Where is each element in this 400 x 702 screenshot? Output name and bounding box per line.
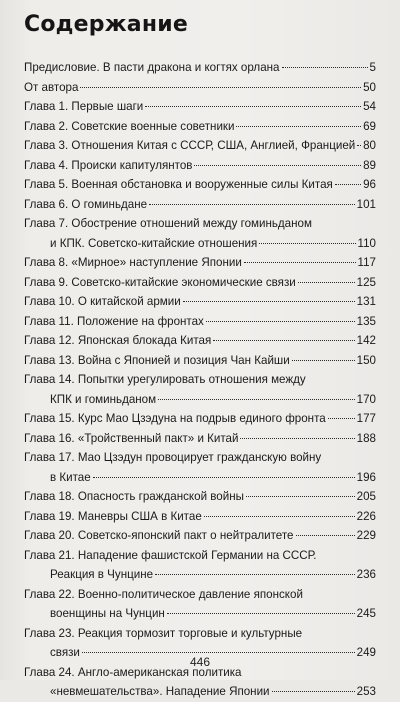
toc-entry-title: связи (50, 646, 80, 659)
dot-leader (145, 94, 361, 107)
toc-entry-page: 229 (356, 529, 376, 542)
toc-entry-page: 101 (356, 197, 376, 211)
toc-entry-title: Глава 12. Японская блокада Китая (24, 334, 212, 347)
toc-entry-page: 177 (356, 412, 376, 425)
dot-leader (357, 133, 361, 146)
toc-entry-title: Глава 4. Происки капитулянтов (24, 158, 193, 172)
toc-entry-page: 96 (363, 178, 376, 191)
toc-entry-page: 135 (356, 314, 376, 328)
toc-entry-line (24, 565, 376, 585)
toc-entry-title: Глава 1. Первые шаги (24, 100, 144, 113)
toc-entry-line (24, 351, 376, 371)
toc-entry-page: 69 (363, 119, 376, 133)
toc-entry-title: Глава 18. Опасность гражданской войны (24, 490, 244, 503)
toc-entry-page: 226 (356, 509, 376, 523)
dot-leader (282, 55, 368, 68)
toc-entry-title: Глава 5. Военная обстановка и вооруженные силы Китая (24, 178, 333, 191)
dot-leader (80, 75, 361, 88)
toc-entry-title: Глава 14. Попытки урегулировать отношения между (24, 373, 306, 386)
toc-entry-page: 249 (356, 646, 376, 659)
toc-entry-title: Глава 3. Отношения Китая с СССР, США, Англией, Францией (24, 139, 356, 152)
toc-entry-page: 110 (357, 236, 376, 250)
toc-entry-line (24, 156, 376, 176)
toc-entry-page: 50 (363, 80, 376, 94)
toc-entry-title: Глава 11. Положение на фронтах (24, 314, 204, 328)
toc-entry-title: в Китае (50, 470, 91, 484)
toc-entry (24, 429, 376, 449)
toc-entry (24, 214, 376, 253)
toc-entry-title: Предисловие. В пасти дракона и когтях орлана (24, 61, 280, 74)
dot-leader (204, 504, 355, 517)
toc-entry-page: 89 (363, 158, 376, 172)
toc-entry (24, 526, 376, 546)
toc-entry-line (24, 390, 376, 410)
toc-entry-page: 236 (356, 568, 376, 581)
dot-leader (298, 270, 355, 283)
toc-entry (24, 370, 376, 409)
toc-entry-line (24, 604, 376, 624)
toc-entry-title: Глава 23. Реакция тормозит торговые и культурные (24, 626, 303, 640)
toc-entry-page: 142 (356, 334, 376, 347)
dot-leader (213, 328, 354, 341)
toc-entry-page: 205 (356, 490, 376, 503)
toc-entry-title: Глава 19. Маневры США в Китае (24, 509, 202, 523)
toc-entry-page: 54 (363, 100, 376, 113)
page-title: Содержание (24, 12, 188, 37)
toc-entry-page: 150 (356, 353, 376, 367)
dot-leader (244, 250, 356, 263)
toc-entry-title: Глава 2. Советские военные советники (24, 119, 235, 133)
toc-entry-page: 188 (356, 431, 376, 445)
toc-entry-line (24, 429, 376, 449)
toc-entry-page: 253 (356, 685, 376, 698)
toc-entry-title: Глава 10. О китайской армии (24, 295, 181, 308)
toc-entry-title: «невмешательства». Нападение Японии (50, 685, 270, 698)
toc-entry-title: и КПК. Советско-китайские отношения (50, 236, 258, 250)
dot-leader (194, 153, 361, 166)
toc-entry-line (24, 682, 376, 702)
toc-entry-title: КПК и гоминьданом (50, 392, 157, 406)
toc-entry (24, 448, 376, 487)
toc-entry-title: Глава 7. Обострение отношений между гоминьданом (24, 217, 312, 230)
dot-leader (240, 426, 354, 439)
dot-leader (246, 484, 355, 497)
toc-entry (24, 546, 376, 585)
toc-entry-title: военщины на Чунцин (50, 607, 165, 620)
toc-entry-title: Глава 24. Англо-американская политика (24, 665, 242, 679)
dot-leader (158, 387, 355, 400)
toc-entry-line (24, 526, 376, 546)
dot-leader (296, 523, 355, 536)
dot-leader (82, 640, 355, 653)
toc-entry (24, 195, 376, 215)
table-of-contents (24, 58, 376, 702)
toc-entry-title: Глава 15. Курс Мао Цзэдуна на подрыв единого фронта (24, 412, 326, 425)
toc-entry (24, 585, 376, 624)
toc-entry-line (24, 117, 376, 137)
toc-entry-title: От автора (24, 80, 79, 94)
toc-entry-title: Глава 22. Военно-политическое давление японской (24, 587, 303, 601)
page-number: 446 (189, 655, 211, 669)
toc-entry-title: Реакция в Чунцине (50, 568, 154, 581)
dot-leader (272, 679, 355, 692)
dot-leader (149, 192, 355, 205)
toc-entry-title: Глава 17. Мао Цзэдун провоцирует гражданскую войну (24, 451, 322, 464)
toc-entry-title: Глава 16. «Тройственный пакт» и Китай (24, 431, 239, 445)
toc-entry-page: 125 (356, 275, 376, 289)
toc-entry-page: 170 (356, 392, 376, 406)
dot-leader (155, 562, 355, 575)
dot-leader (93, 465, 355, 478)
toc-entry-page: 245 (356, 607, 376, 620)
dot-leader (335, 172, 361, 185)
toc-entry-title: Глава 21. Нападение фашистской Германии на СССР. (24, 548, 317, 562)
toc-entry (24, 351, 376, 371)
toc-entry-page: 5 (369, 61, 376, 74)
toc-entry-page: 117 (357, 256, 376, 269)
dot-leader (292, 348, 355, 361)
dot-leader (183, 289, 355, 302)
toc-entry-page: 131 (356, 295, 376, 308)
toc-entry-title: Глава 6. О гоминьдане (24, 197, 148, 211)
toc-entry (24, 156, 376, 176)
toc-entry-page: 80 (363, 139, 376, 152)
toc-entry-title: Глава 8. «Мирное» наступление Японии (24, 256, 242, 269)
toc-entry-title: Глава 20. Советско-японский пакт о нейтралитете (24, 529, 294, 542)
dot-leader (236, 114, 361, 127)
toc-entry-page: 196 (356, 470, 376, 484)
dot-leader (206, 309, 355, 322)
toc-entry-line (24, 195, 376, 215)
dot-leader (259, 231, 355, 244)
dot-leader (328, 406, 355, 419)
dot-leader (167, 601, 355, 614)
toc-entry (24, 117, 376, 137)
toc-entry-title: Глава 9. Советско-китайские экономические связи (24, 275, 296, 289)
toc-entry-title: Глава 13. Война с Японией и позиция Чан Кайши (24, 353, 290, 367)
